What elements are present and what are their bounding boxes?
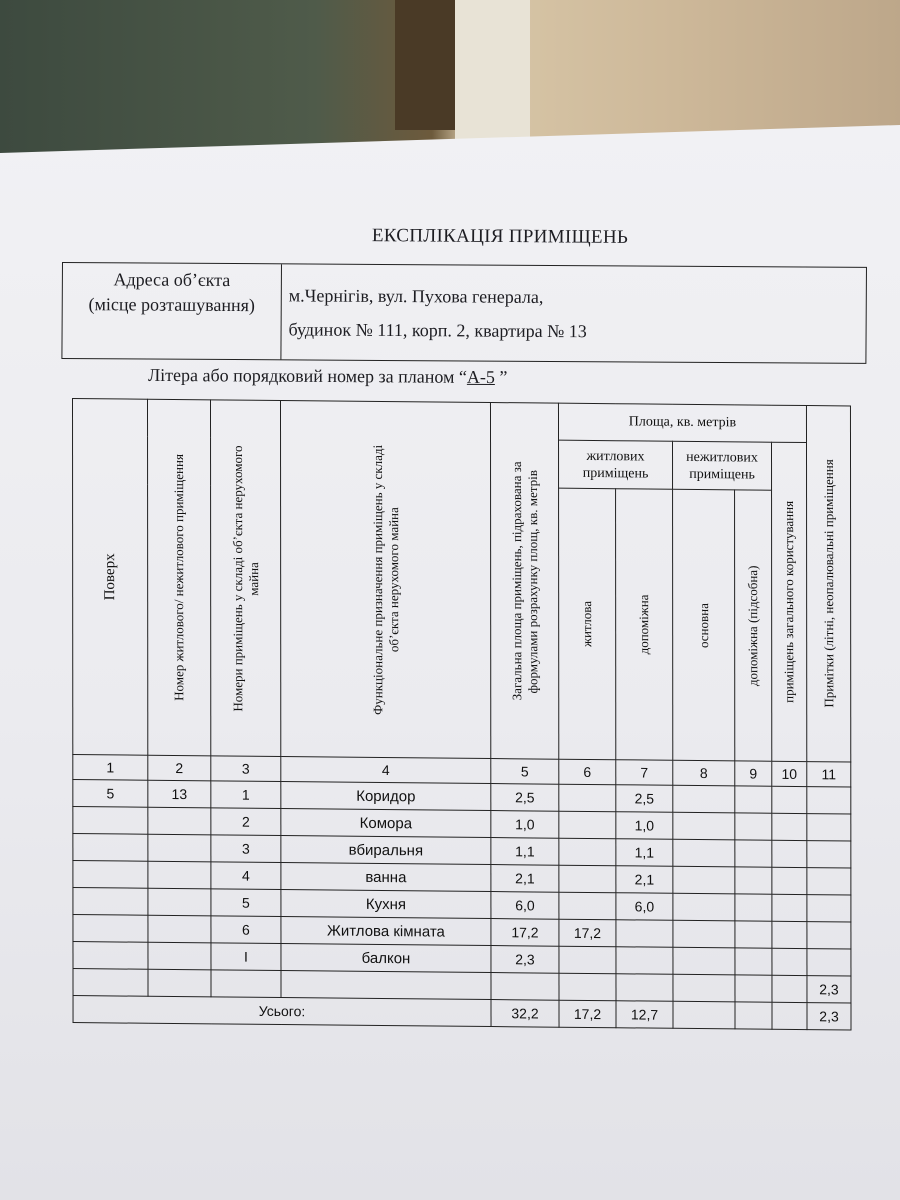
cell-name: балкон xyxy=(281,944,491,973)
cell-name: Коридор xyxy=(281,782,491,811)
column-number: 8 xyxy=(673,760,735,786)
cell-living: 17,2 xyxy=(559,919,616,947)
background-door xyxy=(395,0,455,130)
cell-total: 2,5 xyxy=(491,784,559,812)
cell-room: I xyxy=(211,943,281,971)
cell-total: 17,2 xyxy=(491,919,559,947)
cell-total xyxy=(491,973,559,1001)
total-label: Усього: xyxy=(73,996,491,1027)
cell-empty xyxy=(772,867,807,894)
cell-room: 3 xyxy=(211,835,281,863)
explication-table xyxy=(72,398,852,1031)
cell-room: 6 xyxy=(211,916,281,944)
cell-name: Кухня xyxy=(281,890,491,919)
background-pale-panel xyxy=(455,0,530,140)
cell-empty xyxy=(673,893,735,921)
column-number: 9 xyxy=(735,761,772,786)
litera-suffix: ” xyxy=(494,367,508,388)
header-notes: Примітки (літні, неопалювальні приміщення xyxy=(806,406,850,762)
litera-line xyxy=(148,365,508,388)
cell-total: 1,1 xyxy=(491,838,559,866)
cell-room: 5 xyxy=(211,889,281,917)
header-nonresidential-group: нежитлових приміщень xyxy=(673,441,772,490)
column-number: 6 xyxy=(559,759,616,785)
cell-living xyxy=(559,838,616,866)
header-total-area: Загальна площа приміщень, підрахована за формулами розрахунку площ, кв. метрів xyxy=(490,403,558,760)
cell-living xyxy=(559,892,616,920)
total-empty-cell xyxy=(772,1002,807,1029)
cell-total: 1,0 xyxy=(491,811,559,839)
column-number: 11 xyxy=(807,762,851,787)
cell-empty xyxy=(735,813,772,840)
table-body xyxy=(73,780,851,1003)
header-area-group: Площа, кв. метрів xyxy=(558,403,806,442)
column-number: 1 xyxy=(73,755,148,781)
cell-name xyxy=(281,971,491,1000)
cell-empty xyxy=(735,840,772,867)
header-main: основна xyxy=(673,489,735,761)
header-floor: Поверх xyxy=(73,399,148,756)
cell-unit: 13 xyxy=(148,780,211,808)
cell-floor xyxy=(73,942,148,970)
address-label xyxy=(63,267,281,318)
total-empty-cell xyxy=(735,1002,772,1029)
column-number: 7 xyxy=(616,760,673,786)
header-living: житлова xyxy=(559,488,616,759)
cell-name: Житлова кімната xyxy=(281,917,491,946)
cell-floor xyxy=(73,861,148,889)
address-line1: м.Чернігів, вул. Пухова генерала, xyxy=(288,285,544,307)
cell-unit xyxy=(148,861,211,889)
cell-name: вбиральня xyxy=(281,836,491,865)
total-aux-value: 12,7 xyxy=(616,1001,673,1029)
header-common-use: приміщень загального користування xyxy=(772,442,807,761)
cell-total: 6,0 xyxy=(491,892,559,920)
cell-empty xyxy=(772,948,807,975)
cell-room: 1 xyxy=(211,781,281,809)
cell-living xyxy=(559,946,616,974)
cell-empty xyxy=(673,947,735,975)
cell-notes xyxy=(807,841,851,868)
cell-aux: 2,1 xyxy=(616,866,673,894)
cell-empty xyxy=(673,812,735,840)
cell-total: 2,1 xyxy=(491,865,559,893)
cell-aux xyxy=(616,920,673,948)
cell-empty xyxy=(673,785,735,813)
cell-empty xyxy=(772,975,807,1002)
address-line2: будинок № 111, корп. 2, квартира № 13 xyxy=(288,319,587,342)
cell-living xyxy=(559,811,616,839)
cell-unit xyxy=(148,888,211,916)
cell-empty xyxy=(772,921,807,948)
column-number: 5 xyxy=(491,759,559,785)
litera-prefix: Літера або порядковий номер за планом “ xyxy=(147,364,467,387)
address-box xyxy=(61,262,867,364)
cell-empty xyxy=(735,786,772,813)
header-unit-number: Номер житлового/ нежитлового приміщення xyxy=(147,399,210,756)
column-number: 10 xyxy=(772,761,807,786)
total-area-value: 32,2 xyxy=(491,1000,559,1028)
address-divider xyxy=(280,264,282,359)
cell-unit xyxy=(148,915,211,943)
address-label-line2: (місце розташування) xyxy=(88,294,255,316)
document-title: ЕКСПЛІКАЦІЯ ПРИМІЩЕНЬ xyxy=(371,225,629,248)
address-label-line1: Адреса об’єкта xyxy=(113,269,231,291)
cell-room xyxy=(211,970,281,998)
cell-total: 2,3 xyxy=(491,946,559,974)
cell-floor xyxy=(73,834,148,862)
cell-room: 2 xyxy=(211,808,281,836)
cell-empty xyxy=(735,894,772,921)
cell-aux: 1,0 xyxy=(616,812,673,840)
cell-floor xyxy=(73,807,148,835)
cell-floor xyxy=(73,969,148,997)
cell-empty xyxy=(735,867,772,894)
cell-unit xyxy=(148,969,211,997)
cell-empty xyxy=(735,948,772,975)
cell-aux: 2,5 xyxy=(616,785,673,813)
cell-empty xyxy=(673,920,735,948)
total-living-value: 17,2 xyxy=(559,1000,616,1028)
cell-aux xyxy=(616,974,673,1002)
total-empty-cell xyxy=(673,1001,735,1029)
explication-table-wrapper xyxy=(72,398,850,1025)
column-number: 4 xyxy=(281,757,491,784)
cell-unit xyxy=(148,942,211,970)
cell-aux: 1,1 xyxy=(616,839,673,867)
cell-notes xyxy=(807,949,851,976)
cell-empty xyxy=(772,894,807,921)
cell-aux: 6,0 xyxy=(616,893,673,921)
cell-notes xyxy=(807,814,851,841)
cell-empty xyxy=(673,839,735,867)
litera-value: А-5 xyxy=(466,366,495,388)
cell-notes xyxy=(807,787,851,814)
cell-empty xyxy=(673,866,735,894)
cell-notes xyxy=(807,922,851,949)
column-number: 2 xyxy=(148,755,211,781)
cell-floor xyxy=(73,915,148,943)
cell-unit xyxy=(148,834,211,862)
cell-name: ванна xyxy=(281,863,491,892)
cell-aux xyxy=(616,947,673,975)
cell-empty xyxy=(735,975,772,1002)
cell-floor xyxy=(73,888,148,916)
total-notes-value: 2,3 xyxy=(807,1003,851,1030)
header-function: Функціональне призначення приміщень у складі об’єкта нерухомого майна xyxy=(280,401,490,759)
cell-unit xyxy=(148,807,211,835)
cell-notes: 2,3 xyxy=(807,976,851,1003)
cell-empty xyxy=(735,921,772,948)
cell-empty xyxy=(772,840,807,867)
cell-notes xyxy=(807,868,851,895)
header-auxiliary-nonres: допоміжна (підсобна) xyxy=(735,490,772,761)
cell-empty xyxy=(772,813,807,840)
cell-notes xyxy=(807,895,851,922)
cell-living xyxy=(559,865,616,893)
cell-living xyxy=(559,784,616,812)
header-auxiliary: допоміжна xyxy=(616,489,673,760)
cell-name: Комора xyxy=(281,809,491,838)
header-room-numbers: Номери приміщень у складі об’єкта нерухомого майна xyxy=(210,400,280,757)
cell-room: 4 xyxy=(211,862,281,890)
cell-empty xyxy=(772,786,807,813)
address-value xyxy=(288,278,587,348)
cell-floor: 5 xyxy=(73,780,148,808)
cell-living xyxy=(559,973,616,1001)
cell-empty xyxy=(673,974,735,1002)
column-number: 3 xyxy=(211,756,281,782)
header-residential-group: житлових приміщень xyxy=(559,440,673,489)
